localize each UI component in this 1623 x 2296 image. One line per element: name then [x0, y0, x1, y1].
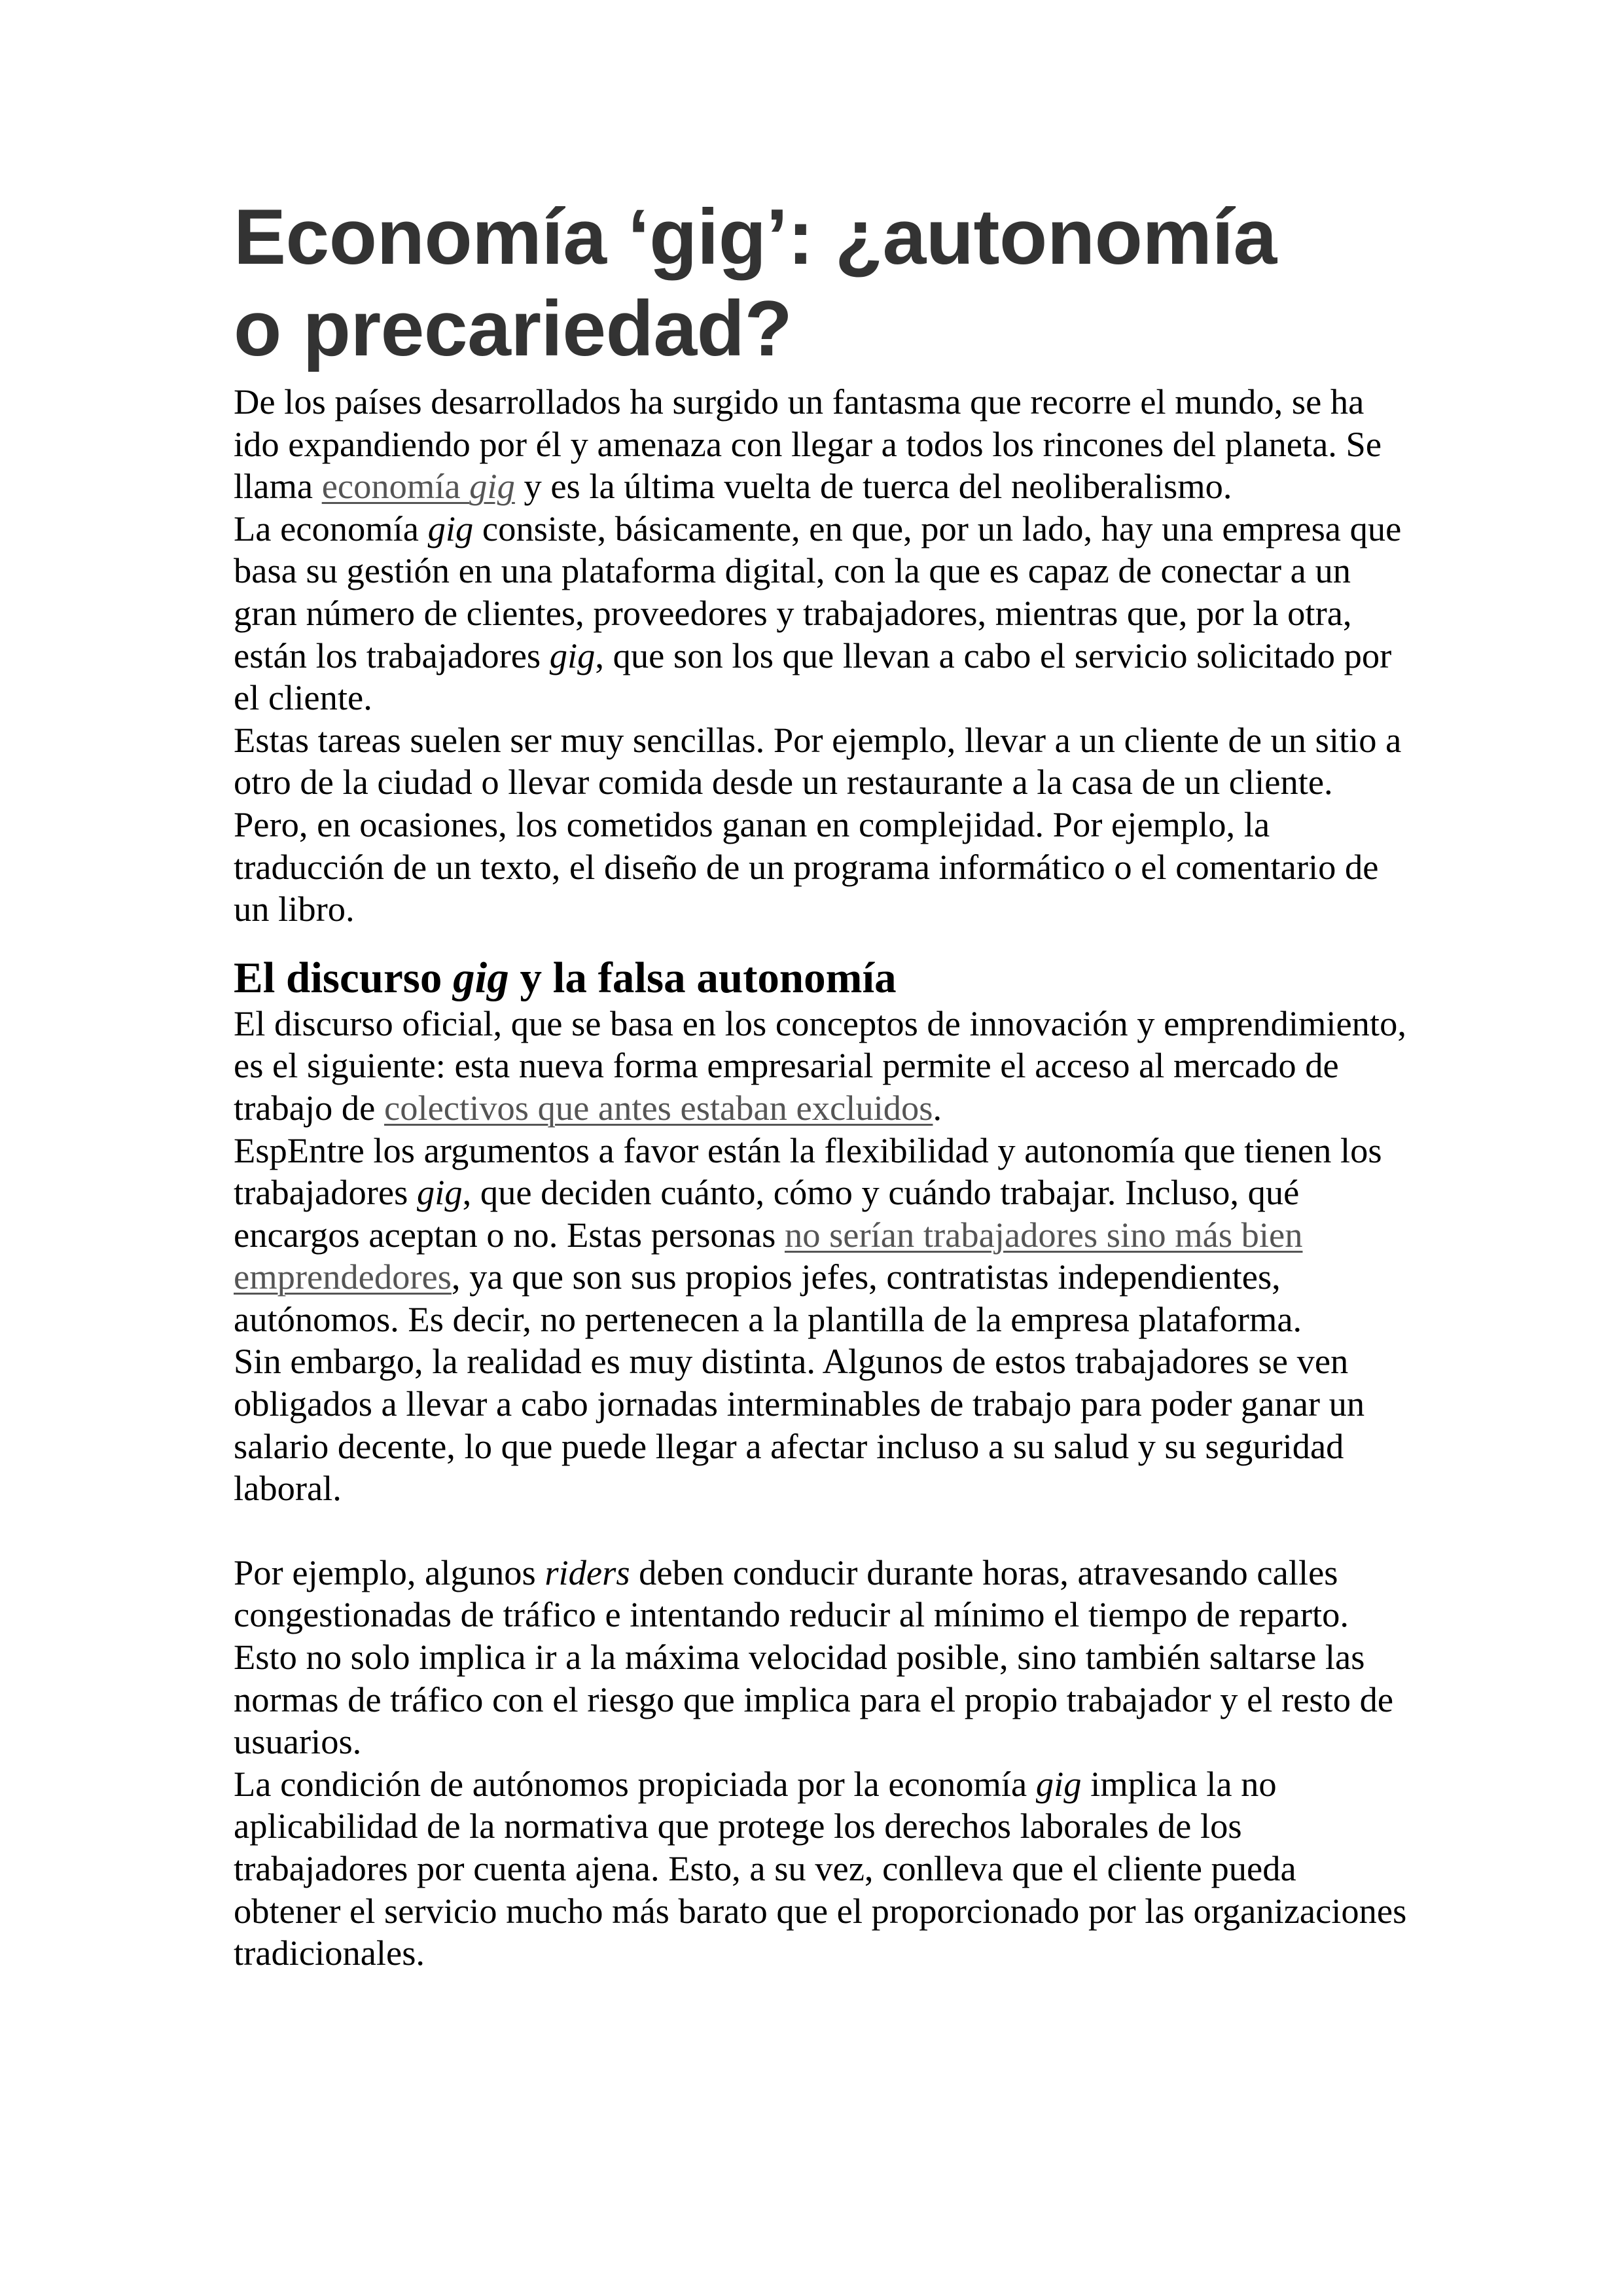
- heading-italic: gig: [453, 953, 509, 1002]
- link-no-serian-trabajadores[interactable]: no serían trabajadores sino más bien emprendedores: [234, 1214, 1303, 1297]
- text-run: De los países desarrollados ha surgido un fantasma que recorre el mundo, se ha ido expandiendo por él y amenaza con llegar a todos los rincones del planeta. Se llama: [234, 382, 1382, 507]
- text-run: , ya que son sus propios jefes, contratistas independientes, autónomos. Es decir, no pertenecen a la plantilla de la empresa plataforma.: [234, 1257, 1302, 1339]
- text-run: consiste, básicamente, en que, por un lado, hay una empresa que basa su gestión en una plataforma digital, con la que es capaz de conectar a un gran número de clientes, proveedores y trabajadores, mientras que, por la otra, están los trabajadores: [234, 508, 1402, 675]
- article-title: [234, 191, 1412, 374]
- title-line-1: Economía ‘gig’: ¿autonomía: [234, 193, 1277, 281]
- text-run: y es la última vuelta de tuerca del neoliberalismo.: [514, 466, 1232, 507]
- italic-term: riders: [544, 1552, 630, 1592]
- section-paragraph-3: Sin embargo, la realidad es muy distinta. Algunos de estos trabajadores se ven obligados a llevar a cabo jornadas interminables de trabajo para poder ganar un salario decente, lo que puede llegar a afectar incluso a su salud y su seguridad laboral.: [234, 1341, 1365, 1509]
- intro-paragraph-3: Estas tareas suelen ser muy sencillas. Por ejemplo, llevar a un cliente de un sitio a otro de la ciudad o llevar comida desde un restaurante a la casa de un cliente. Pero, en ocasiones, los cometidos ganan en complejidad. Por ejemplo, la traducción de un texto, el diseño de un programa informático o el comentario de un libro.: [234, 719, 1402, 929]
- section-paragraph-4: [234, 1552, 1412, 1763]
- title-line-2: o precariedad?: [234, 285, 793, 372]
- link-economia-gig[interactable]: [322, 466, 515, 506]
- link-text: economía: [321, 466, 470, 507]
- heading-text: y la falsa autonomía: [508, 953, 897, 1002]
- text-run: , que deciden cuánto, cómo y cuándo trabajar. Incluso, qué encargos aceptan o no. Estas personas: [234, 1172, 1300, 1255]
- section-heading: [234, 953, 1412, 1003]
- link-colectivos-excluidos[interactable]: colectivos que antes estaban excluidos: [384, 1087, 933, 1128]
- text-run: El discurso oficial, que se basa en los conceptos de innovación y emprendimiento, es el siguiente: esta nueva forma empresarial permite el acceso al mercado de trabajo de: [234, 1003, 1406, 1128]
- text-run: La condición de autónomos propiciada por la economía: [234, 1763, 1036, 1804]
- document-page: [234, 191, 1412, 1975]
- article-body: [234, 381, 1412, 1975]
- intro-paragraph-1: [234, 381, 1412, 508]
- text-run: Por ejemplo, algunos: [234, 1552, 545, 1592]
- link-text-italic: gig: [469, 466, 515, 507]
- text-run: implica la no aplicabilidad de la normativa que protege los derechos laborales de los trabajadores por cuenta ajena. Esto, a su vez, conlleva que el cliente pueda obtener el servicio mucho más barato que el proporcionado por las organizaciones tradicionales.: [234, 1763, 1407, 1973]
- text-run: , que son los que llevan a cabo el servicio solicitado por el cliente.: [234, 635, 1392, 718]
- text-run: .: [933, 1087, 942, 1128]
- section-paragraph-2: [234, 1130, 1412, 1341]
- text-run: deben conducir durante horas, atravesando calles congestionadas de tráfico e intentando reducir al mínimo el tiempo de reparto. Esto no solo implica ir a la máxima velocidad posible, sino también saltarse las normas de tráfico con el riesgo que implica para el propio trabajador y el resto de usuarios.: [234, 1552, 1394, 1762]
- italic-term: gig: [427, 508, 474, 548]
- italic-term: gig: [416, 1172, 463, 1213]
- section-paragraph-5: [234, 1763, 1412, 1975]
- text-run: EspEntre los argumentos a favor están la flexibilidad y autonomía que tienen los trabajadores: [234, 1130, 1382, 1213]
- text-run: La economía: [234, 508, 428, 548]
- italic-term: gig: [1035, 1763, 1082, 1804]
- italic-term: gig: [549, 635, 596, 675]
- intro-paragraph-2: [234, 508, 1412, 719]
- section-paragraph-1: [234, 1003, 1412, 1130]
- heading-text: El discurso: [234, 953, 454, 1002]
